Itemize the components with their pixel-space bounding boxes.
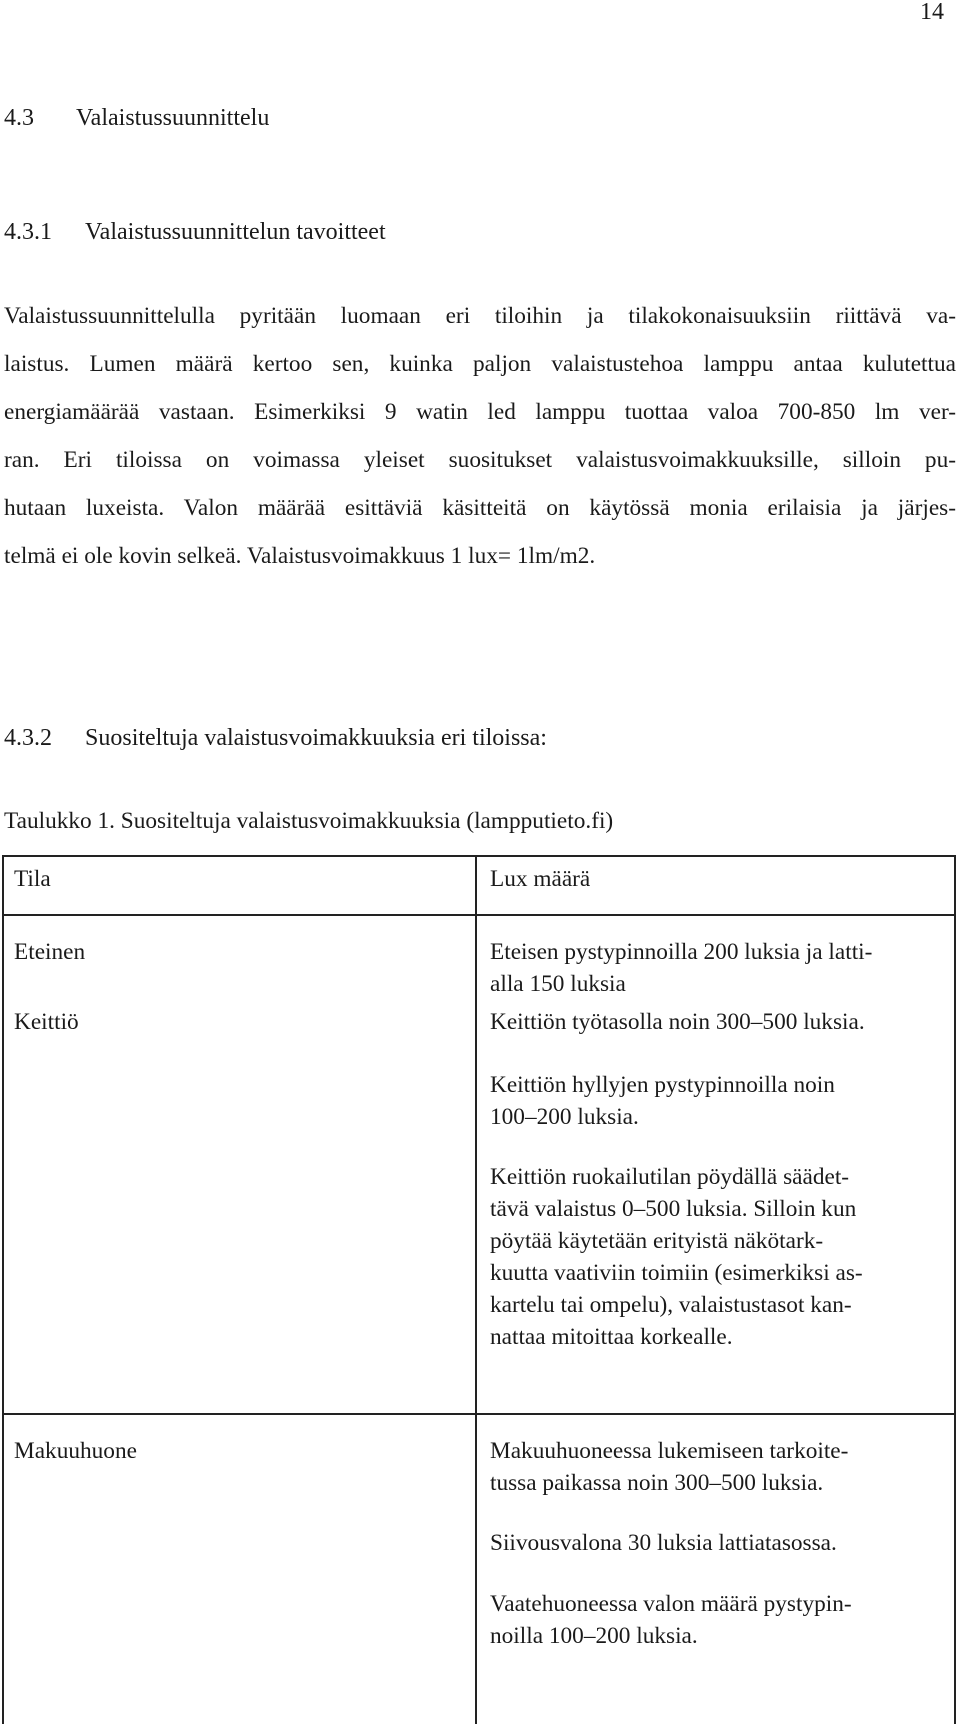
lux-wardrobe xyxy=(490,1590,924,1654)
cell-line: 100–200 luksia. xyxy=(490,1104,639,1130)
subsection-number: 4.3.2 xyxy=(4,725,52,751)
cell-line: Makuuhuoneessa lukemiseen tarkoite- xyxy=(490,1438,849,1464)
subsection-title: Suositeltuja valaistusvoimakkuuksia eri tiloissa: xyxy=(85,725,547,751)
subsection-heading-recommended xyxy=(4,724,547,752)
header-lux: Lux määrä xyxy=(490,866,591,892)
column-divider xyxy=(475,857,477,1724)
cell-line: kartelu tai ompelu), valaistustasot kan- xyxy=(490,1292,852,1318)
lux-kitchen-dining xyxy=(490,1163,924,1355)
row-divider xyxy=(4,914,954,916)
lux-table xyxy=(2,855,956,1724)
cell-line: Keittiön hyllyjen pystypinnoilla noin xyxy=(490,1072,835,1098)
paragraph-line: ran. Eri tiloissa on voimassa yleiset suositukset valaistusvoimakkuuksille, silloin pu- xyxy=(4,447,956,473)
section-number: 4.3 xyxy=(4,105,34,131)
paragraph-line: hutaan luxeista. Valon määrää esittäviä käsitteitä on käytössä monia erilaisia ja järjes- xyxy=(4,495,956,521)
subsection-heading-goals xyxy=(4,218,386,246)
lux-kitchen-worktop xyxy=(490,1008,924,1040)
table-caption: Taulukko 1. Suositeltuja valaistusvoimakkuuksia (lampputieto.fi) xyxy=(4,808,614,834)
paragraph-line: laistus. Lumen määrä kertoo sen, kuinka paljon valaistustehoa lamppu antaa kulutettua xyxy=(4,351,956,377)
paragraph-line: energiamäärää vastaan. Esimerkiksi 9 watin led lamppu tuottaa valoa 700-850 lm ver- xyxy=(4,399,956,425)
section-title: Valaistussuunnittelu xyxy=(76,105,270,131)
paragraph-line: Valaistussuunnittelulla pyritään luomaan eri tiloihin ja tilakokonaisuuksiin riittävä va- xyxy=(4,303,956,329)
section-heading xyxy=(4,104,269,132)
lux-kitchen-shelves xyxy=(490,1071,924,1135)
page-number: 14 xyxy=(920,0,944,25)
room-entrance: Eteinen xyxy=(14,939,86,965)
subsection-title: Valaistussuunnittelun tavoitteet xyxy=(85,219,386,245)
subsection-number: 4.3.1 xyxy=(4,219,52,245)
cell-line: tävä valaistus 0–500 luksia. Silloin kun xyxy=(490,1196,857,1222)
cell-line: pöytää käytetään erityistä näkötark- xyxy=(490,1228,824,1254)
row-divider xyxy=(4,1413,954,1415)
cell-line: Keittiön ruokailutilan pöydällä säädet- xyxy=(490,1164,850,1190)
lux-bedroom-reading xyxy=(490,1437,924,1501)
room-bedroom: Makuuhuone xyxy=(14,1438,137,1464)
header-room: Tila xyxy=(14,866,51,892)
cell-line: Vaatehuoneessa valon määrä pystypin- xyxy=(490,1591,852,1617)
cell-line: Keittiön työtasolla noin 300–500 luksia. xyxy=(490,1009,865,1035)
cell-line: noilla 100–200 luksia. xyxy=(490,1623,698,1649)
lux-entrance xyxy=(490,938,924,1002)
cell-line: Eteisen pystypinnoilla 200 luksia ja latti- xyxy=(490,939,873,965)
room-kitchen: Keittiö xyxy=(14,1009,79,1035)
cell-line: Siivousvalona 30 luksia lattiatasossa. xyxy=(490,1530,837,1556)
cell-line: nattaa mitoittaa korkealle. xyxy=(490,1324,733,1350)
cell-line: alla 150 luksia xyxy=(490,971,626,997)
lux-bedroom-cleaning xyxy=(490,1529,924,1561)
paragraph-line: telmä ei ole kovin selkeä. Valaistusvoimakkuus 1 lux= 1lm/m2. xyxy=(4,543,596,569)
cell-line: kuutta vaativiin toimiin (esimerkiksi as- xyxy=(490,1260,863,1286)
cell-line: tussa paikassa noin 300–500 luksia. xyxy=(490,1470,824,1496)
